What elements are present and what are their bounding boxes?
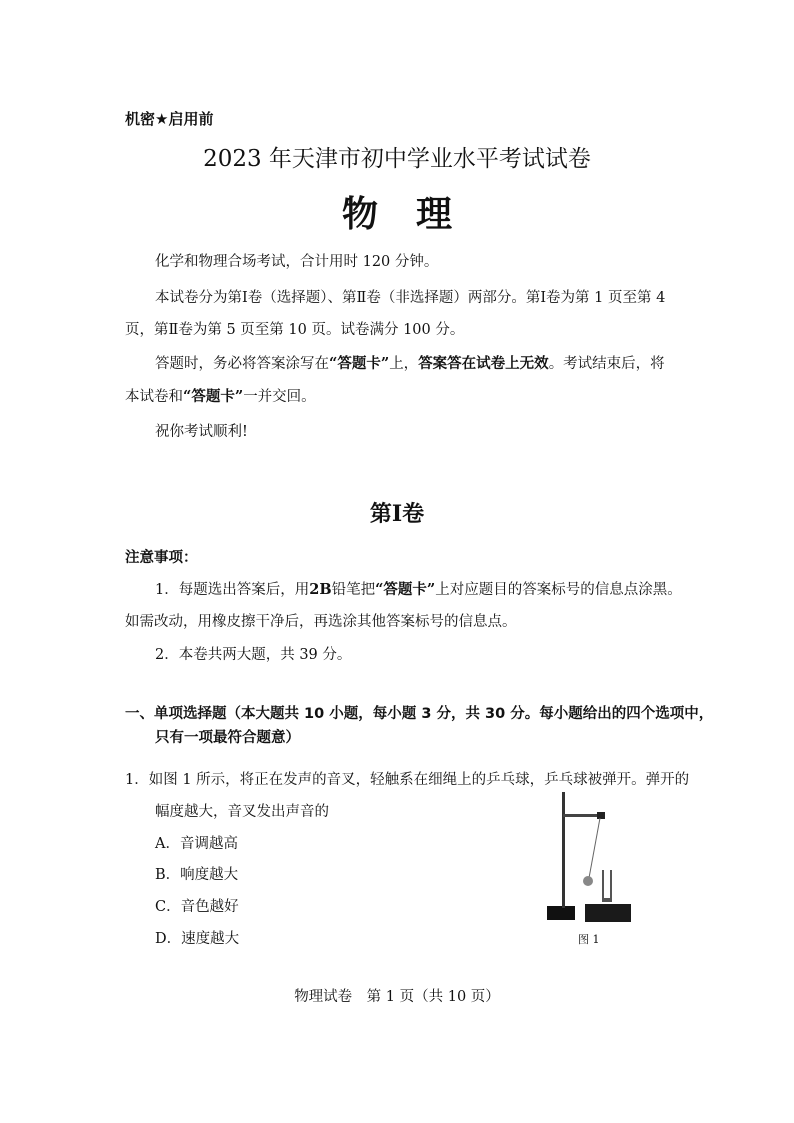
- answer-card-emphasis-3: “答题卡”: [375, 581, 436, 598]
- question-1-option-a: A．音调越高: [155, 836, 238, 852]
- question-1-stem-line-2: 幅度越大，音叉发出声音的: [155, 804, 329, 820]
- invalid-answer-warning: 答案答在试卷上无效: [418, 355, 549, 372]
- intro-line-5-part-c: 一并交回。: [243, 389, 316, 405]
- confidential-label: 机密★启用前: [125, 110, 214, 128]
- section-1-heading: 一、单项选择题（本大题共 10 小题，每小题 3 分，共 30 分。每小题给出的四个选项中，: [125, 706, 714, 722]
- intro-line-4: [155, 352, 665, 373]
- stand-clamp: [597, 812, 605, 819]
- stand-rod: [562, 792, 565, 908]
- exam-title: 2023 年天津市初中学业水平考试试卷: [203, 146, 591, 172]
- intro-line-5: [125, 385, 316, 406]
- stand-base: [547, 906, 575, 920]
- question-1-option-d: D．速度越大: [155, 931, 240, 947]
- answer-card-emphasis-2: “答题卡”: [183, 388, 244, 405]
- pencil-grade: 2B: [309, 581, 332, 598]
- volume-title: 第Ⅰ卷: [369, 501, 425, 527]
- tuning-fork-prong-right: [610, 870, 612, 902]
- notice-item-1: [155, 578, 682, 599]
- intro-line-6: 祝你考试顺利!: [155, 424, 248, 440]
- subject-char-2: 理: [416, 193, 453, 235]
- intro-line-4-part-a: 答题时，务必将答案涂写在: [155, 356, 329, 372]
- tuning-fork-base: [602, 898, 612, 902]
- question-1-option-c: C．音色越好: [155, 899, 239, 915]
- subject-char-1: 物: [341, 193, 378, 235]
- intro-line-2: 本试卷分为第Ⅰ卷（选择题）、第Ⅱ卷（非选择题）两部分。第Ⅰ卷为第 1 页至第 4: [155, 290, 666, 306]
- page-footer: 物理试卷 第 1 页（共 10 页）: [294, 989, 500, 1005]
- intro-line-1: 化学和物理合场考试，合计用时 120 分钟。: [155, 254, 439, 270]
- answer-card-emphasis: “答题卡”: [329, 355, 390, 372]
- notice-item-2: 2．本卷共两大题，共 39 分。: [155, 647, 352, 663]
- subject-title: [0, 186, 794, 237]
- notice-item-1-part-e: 上对应题目的答案标号的信息点涂黑。: [435, 582, 682, 598]
- resonance-box: [585, 904, 631, 922]
- intro-line-3: 页，第Ⅱ卷为第 5 页至第 10 页。试卷满分 100 分。: [125, 322, 465, 338]
- notice-item-1-part-c: 铅笔把: [331, 582, 376, 598]
- thread: [589, 818, 600, 878]
- tuning-fork-prong-left: [602, 870, 604, 902]
- intro-line-5-part-a: 本试卷和: [125, 389, 183, 405]
- ping-pong-ball: [583, 876, 593, 886]
- question-1-stem: 1．如图 1 所示，将正在发声的音叉，轻触系在细绳上的乒乓球，乒乓球被弹开。弹开的: [125, 772, 690, 788]
- notice-item-1-line-2: 如需改动，用橡皮擦干净后，再选涂其他答案标号的信息点。: [125, 614, 517, 630]
- tuning-fork-figure: [543, 790, 635, 950]
- notice-label: 注意事项：: [125, 550, 198, 566]
- question-1-option-b: B．响度越大: [155, 867, 239, 883]
- notice-item-1-part-a: 1．每题选出答案后，用: [155, 582, 310, 598]
- intro-line-4-part-e: 。考试结束后，将: [548, 356, 665, 372]
- figure-1-caption: 图 1: [578, 933, 600, 946]
- section-1-heading-line-2: 只有一项最符合题意）: [155, 730, 300, 746]
- intro-line-4-part-c: 上，: [389, 356, 419, 372]
